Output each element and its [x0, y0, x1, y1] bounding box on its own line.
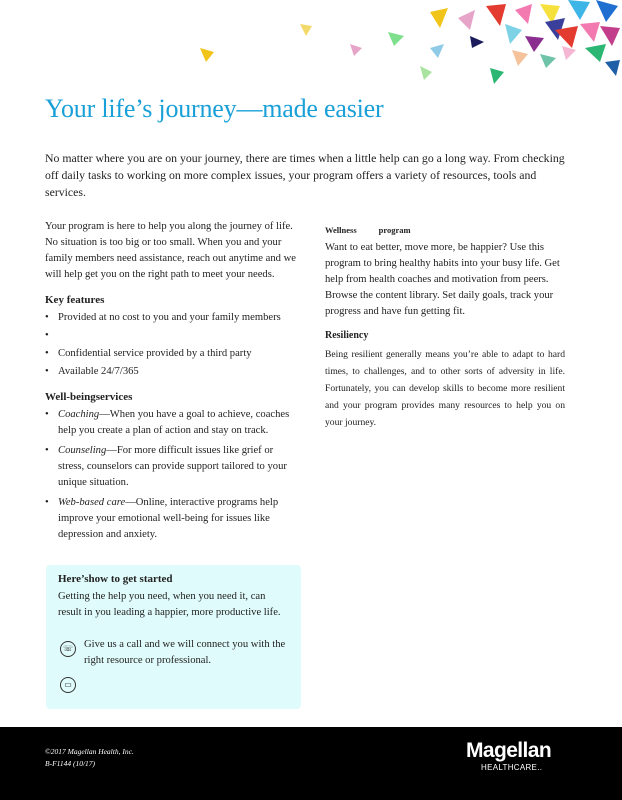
left-column: [45, 219, 300, 547]
wellbeing-services-list: [45, 407, 300, 543]
resiliency-text: Being resilient generally means you’re able to adapt to hard times, to challenges, and to other sorts of adversity in life. Fortunately, you can develop skills to become more resilient and your program provides many resources to help you on your journey.: [325, 349, 565, 428]
right-column: [325, 222, 565, 431]
service-text: —When you have a goal to achieve, coaches help you create a plan of action and stay on track.: [58, 409, 290, 436]
list-item: [45, 443, 300, 491]
wellness-program-heading: [325, 222, 565, 238]
service-text: —Online, interactive programs help improve your emotional well-being for issues like depression and anxiety.: [58, 497, 279, 540]
copyright-text: ©2017 Magellan Health, Inc.: [45, 747, 134, 756]
logo-subtitle: HEALTHCARE..: [481, 763, 543, 772]
magellan-logo: [466, 739, 551, 772]
program-description: Your program is here to help you along the journey of life. No situation is too big or too small. When you and your family members need assistance, reach out anytime and we will help get you on the right path to meet your needs.: [45, 221, 296, 280]
service-term: Coaching: [58, 409, 100, 420]
list-item: [45, 407, 300, 439]
footer-bar: [0, 727, 622, 800]
confetti-decoration: [0, 0, 622, 90]
callout-heading: Here’show to get started: [58, 573, 173, 585]
get-started-callout: [46, 565, 301, 709]
list-item: [45, 328, 300, 344]
phone-icon[interactable]: ☏: [60, 641, 76, 657]
service-text: —For more difficult issues like grief or stress, counselors can provide support tailored to your unique situation.: [58, 445, 287, 488]
document-code: B-F1144 (10/17): [45, 759, 96, 768]
footer-copyright-block: [45, 746, 134, 770]
list-item: • Confidential service provided by a third party: [45, 346, 300, 362]
logo-name: Magellan: [466, 739, 552, 762]
list-item: • Available 24/7/365: [45, 364, 300, 380]
page-title: Your life’s journey—made easier: [45, 94, 384, 123]
list-item: • Provided at no cost to you and your family members: [45, 310, 300, 326]
wellbeing-services-heading: Well-beingservices: [45, 391, 133, 403]
callout-text: Getting the help you need, when you need it, can result in you leading a happier, more productive life.: [58, 591, 281, 618]
key-features-heading: Key features: [45, 294, 105, 306]
intro-paragraph: No matter where you are on your journey, there are times when a little help can go a long way. From checking off daily tasks to working on more complex issues, your program offers a variety of resources, tools and services.: [45, 151, 565, 199]
program-label: program: [378, 225, 411, 235]
key-features-list: [45, 310, 300, 380]
service-term: Web-based care: [58, 497, 126, 508]
resiliency-heading: Resiliency: [325, 330, 369, 341]
wellness-text: Want to eat better, move more, be happier? Use this program to bring healthy habits into your busy life. Get help from health coaches and motivation from peers. Browse the content library. Set daily goals, track your progress and have fun getting fit.: [325, 242, 560, 317]
service-term: Counseling: [58, 445, 107, 456]
wellness-label: Wellness: [325, 225, 357, 235]
call-text: Give us a call and we will connect you with the right resource or professional.: [84, 639, 286, 666]
list-item: [45, 495, 300, 543]
web-icon[interactable]: ▭: [60, 677, 76, 693]
